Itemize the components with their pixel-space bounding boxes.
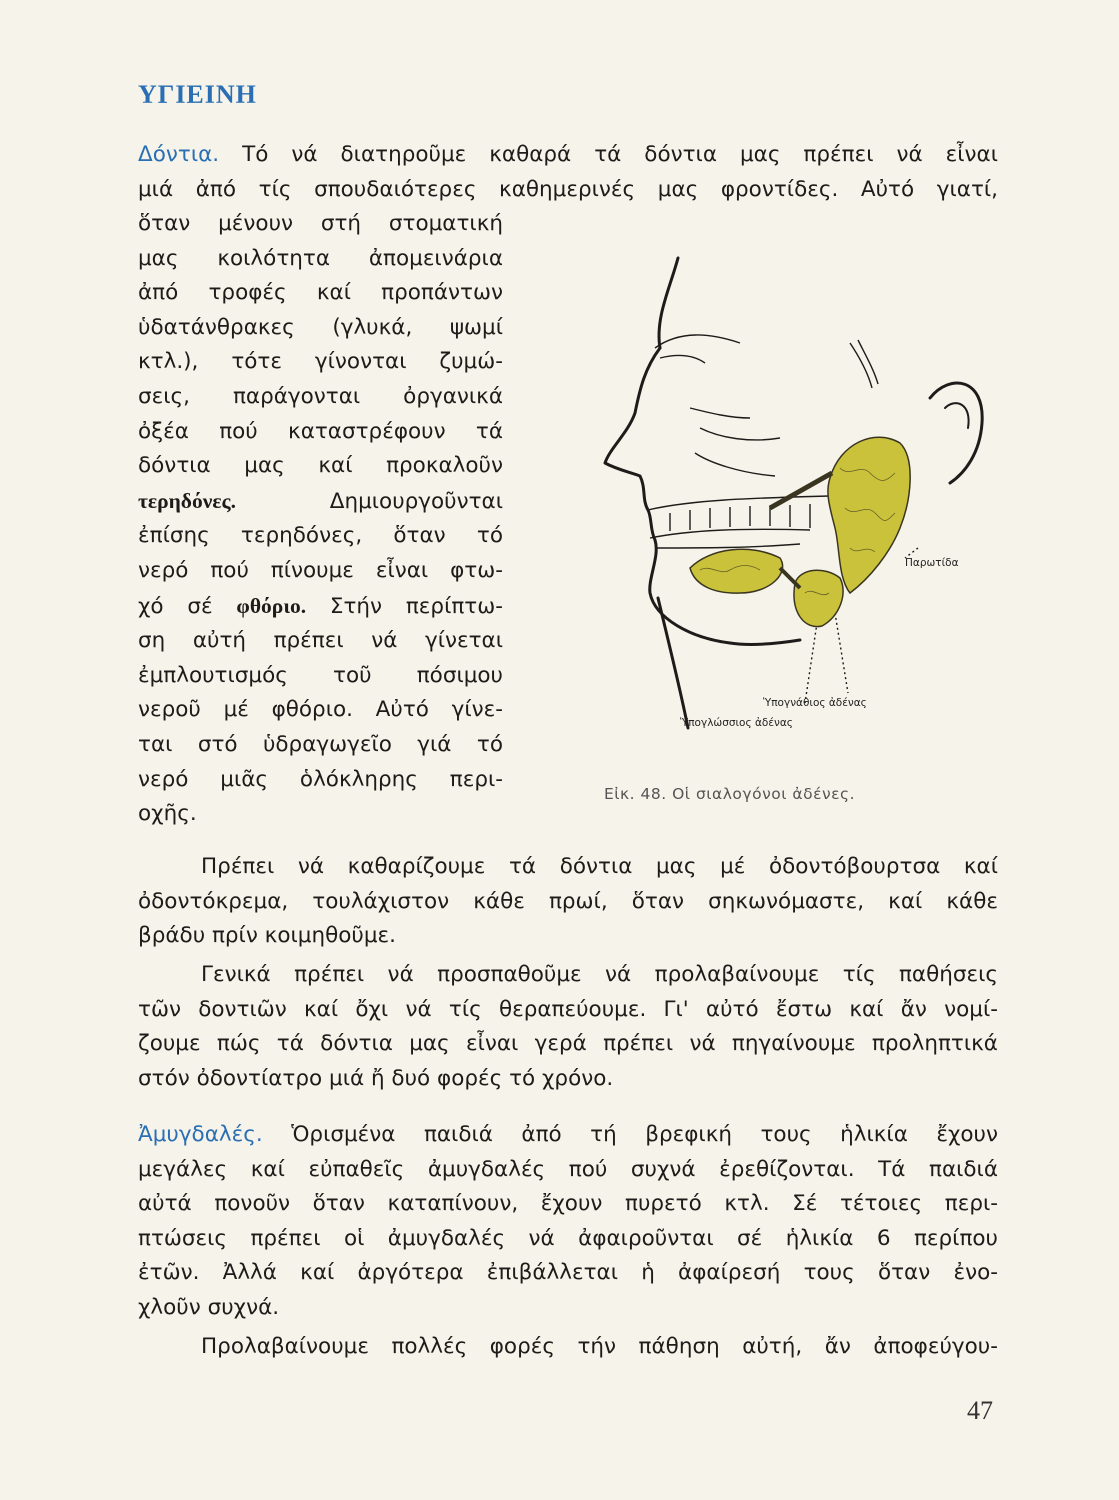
- text-span: Δημιουργοῦνται: [329, 488, 503, 514]
- text-line: [138, 589, 503, 625]
- sublingual-gland: [690, 549, 783, 593]
- text-span: Ὁρισμένα παιδιά ἀπό τή βρεφική τους ἡλικία ἔχουν: [291, 1122, 998, 1147]
- text-line: μιά ἀπό τίς σπουδαιότερες καθημερινές μας φροντίδες. Αὐτό γιατί,: [138, 176, 998, 202]
- text-line: ὅταν μένουν στή στοματική: [138, 211, 503, 236]
- text-line: Πρέπει νά καθαρίζουμε τά δόντια μας μέ ὀδοντόβουρτσα καί: [201, 854, 998, 879]
- teeth-intro: [138, 138, 998, 207]
- ear-outline: [930, 383, 982, 483]
- text-span: Τό νά διατηροῦμε καθαρά τά δόντια μας πρέπει νά εἶναι: [242, 142, 998, 167]
- text-line: χλοῦν συχνά.: [138, 1294, 280, 1320]
- text-line: [138, 138, 998, 173]
- text-line: [138, 1118, 998, 1153]
- text-line: [138, 484, 503, 520]
- tonsils-paragraph-2: [138, 1330, 998, 1365]
- teeth-paragraph-3: [138, 958, 998, 1096]
- text-line: μεγάλες καί εὐπαθεῖς ἀμυγδαλές πού συχνά ἐρεθίζονται. Τά παιδιά: [138, 1156, 998, 1182]
- jaw-line: [730, 640, 800, 644]
- label-parotid: Παρωτίδα: [905, 557, 959, 569]
- text-line: ται στό ὑδραγωγεῖο γιά τό: [138, 731, 503, 757]
- text-line: τῶν δοντιῶν καί ὄχι νά τίς θεραπεύουμε. Γι' αὐτό ἔστω καί ἄν νομί-: [138, 996, 998, 1022]
- text-span: χό σέ: [138, 593, 213, 619]
- hair-line: [659, 258, 678, 348]
- eye: [660, 356, 705, 363]
- text-line: ση αὐτή πρέπει νά γίνεται: [138, 628, 503, 654]
- text-line: ὀξέα πού καταστρέφουν τά: [138, 418, 503, 444]
- text-line: ἀπό τροφές καί προπάντων: [138, 280, 503, 306]
- eyebrow: [655, 335, 740, 348]
- text-line: σεις, παράγονται ὀργανικά: [138, 383, 503, 409]
- teeth-paragraph-2: [138, 850, 998, 954]
- text-line: κτλ.), τότε γίνονται ζυμώ-: [138, 349, 503, 375]
- text-line: βράδυ πρίν κοιμηθοῦμε.: [138, 923, 396, 949]
- term-tonsils: Ἀμυγδαλές.: [138, 1122, 263, 1147]
- text-line: δόντια μας καί προκαλοῦν: [138, 453, 503, 479]
- term-teeth: Δόντια.: [138, 142, 220, 167]
- page-number: 47: [967, 1396, 993, 1425]
- text-line: νεροῦ μέ φθόριο. Αὐτό γίνε-: [138, 697, 503, 723]
- text-line: αὐτά πονοῦν ὅταν καταπίνουν, ἔχουν πυρετό κτλ. Σέ τέτοιες περι-: [138, 1191, 998, 1217]
- term-caries: τερηδόνες.: [138, 488, 236, 513]
- text-line: στόν ὀδοντίατρο μιά ἤ δυό φορές τό χρόνο.: [138, 1065, 614, 1091]
- text-line: ὀδοντόκρεμα, τουλάχιστον κάθε πρωί, ὅταν σηκωνόμαστε, καί κάθε: [138, 888, 998, 914]
- ear-inner: [945, 403, 969, 428]
- salivary-glands-figure: [600, 248, 1000, 748]
- text-line: Προλαβαίνουμε πολλές φορές τήν πάθηση αὐτή, ἄν ἀποφεύγου-: [201, 1334, 998, 1359]
- face-profile: [605, 348, 730, 643]
- text-span: Στήν περίπτω-: [329, 593, 504, 619]
- section-heading: ΥΓΙΕΙΝΗ: [138, 80, 257, 109]
- text-line: οχῆς.: [138, 801, 197, 827]
- term-fluoride: φθόριο.: [236, 593, 307, 618]
- text-line: ζουμε πώς τά δόντια μας εἶναι γερά πρέπει νά πηγαίνουμε προληπτικά: [138, 1031, 998, 1057]
- parotid-gland: [828, 437, 910, 593]
- text-line: πτώσεις πρέπει οἱ ἀμυγδαλές νά ἀφαιροῦνται σέ ἡλικία 6 περίπου: [138, 1225, 998, 1251]
- text-line: ἐμπλουτισμός τοῦ πόσιμου: [138, 662, 503, 688]
- neck-line: [658, 598, 688, 728]
- text-line: μας κοιλότητα ἀπομεινάρια: [138, 245, 503, 271]
- teeth-column: [138, 207, 503, 832]
- figure-caption: Εἰκ. 48. Οἱ σιαλογόνοι ἀδένες.: [604, 785, 856, 803]
- text-line: νερό μιᾶς ὁλόκληρης περι-: [138, 766, 503, 792]
- text-line: ἐπίσης τερηδόνες, ὅταν τό: [138, 523, 503, 549]
- text-line: Γενικά πρέπει νά προσπαθοῦμε νά προλαβαίνουμε τίς παθήσεις: [201, 962, 998, 987]
- tonsils-paragraph: [138, 1118, 998, 1326]
- label-sublingual: Ὑπογλώσσιος ἀδένας: [680, 717, 793, 729]
- text-line: ἐτῶν. Ἀλλά καί ἀργότερα ἐπιβάλλεται ἡ ἀφαίρεσή τους ὅταν ἐνο-: [138, 1260, 998, 1286]
- text-line: νερό πού πίνουμε εἶναι φτω-: [138, 557, 503, 583]
- text-line: ὑδατάνθρακες (γλυκά, ψωμί: [138, 314, 503, 340]
- label-submandibular: Ὑπογνάθιος ἀδένας: [763, 697, 867, 709]
- parotid-duct: [770, 473, 832, 508]
